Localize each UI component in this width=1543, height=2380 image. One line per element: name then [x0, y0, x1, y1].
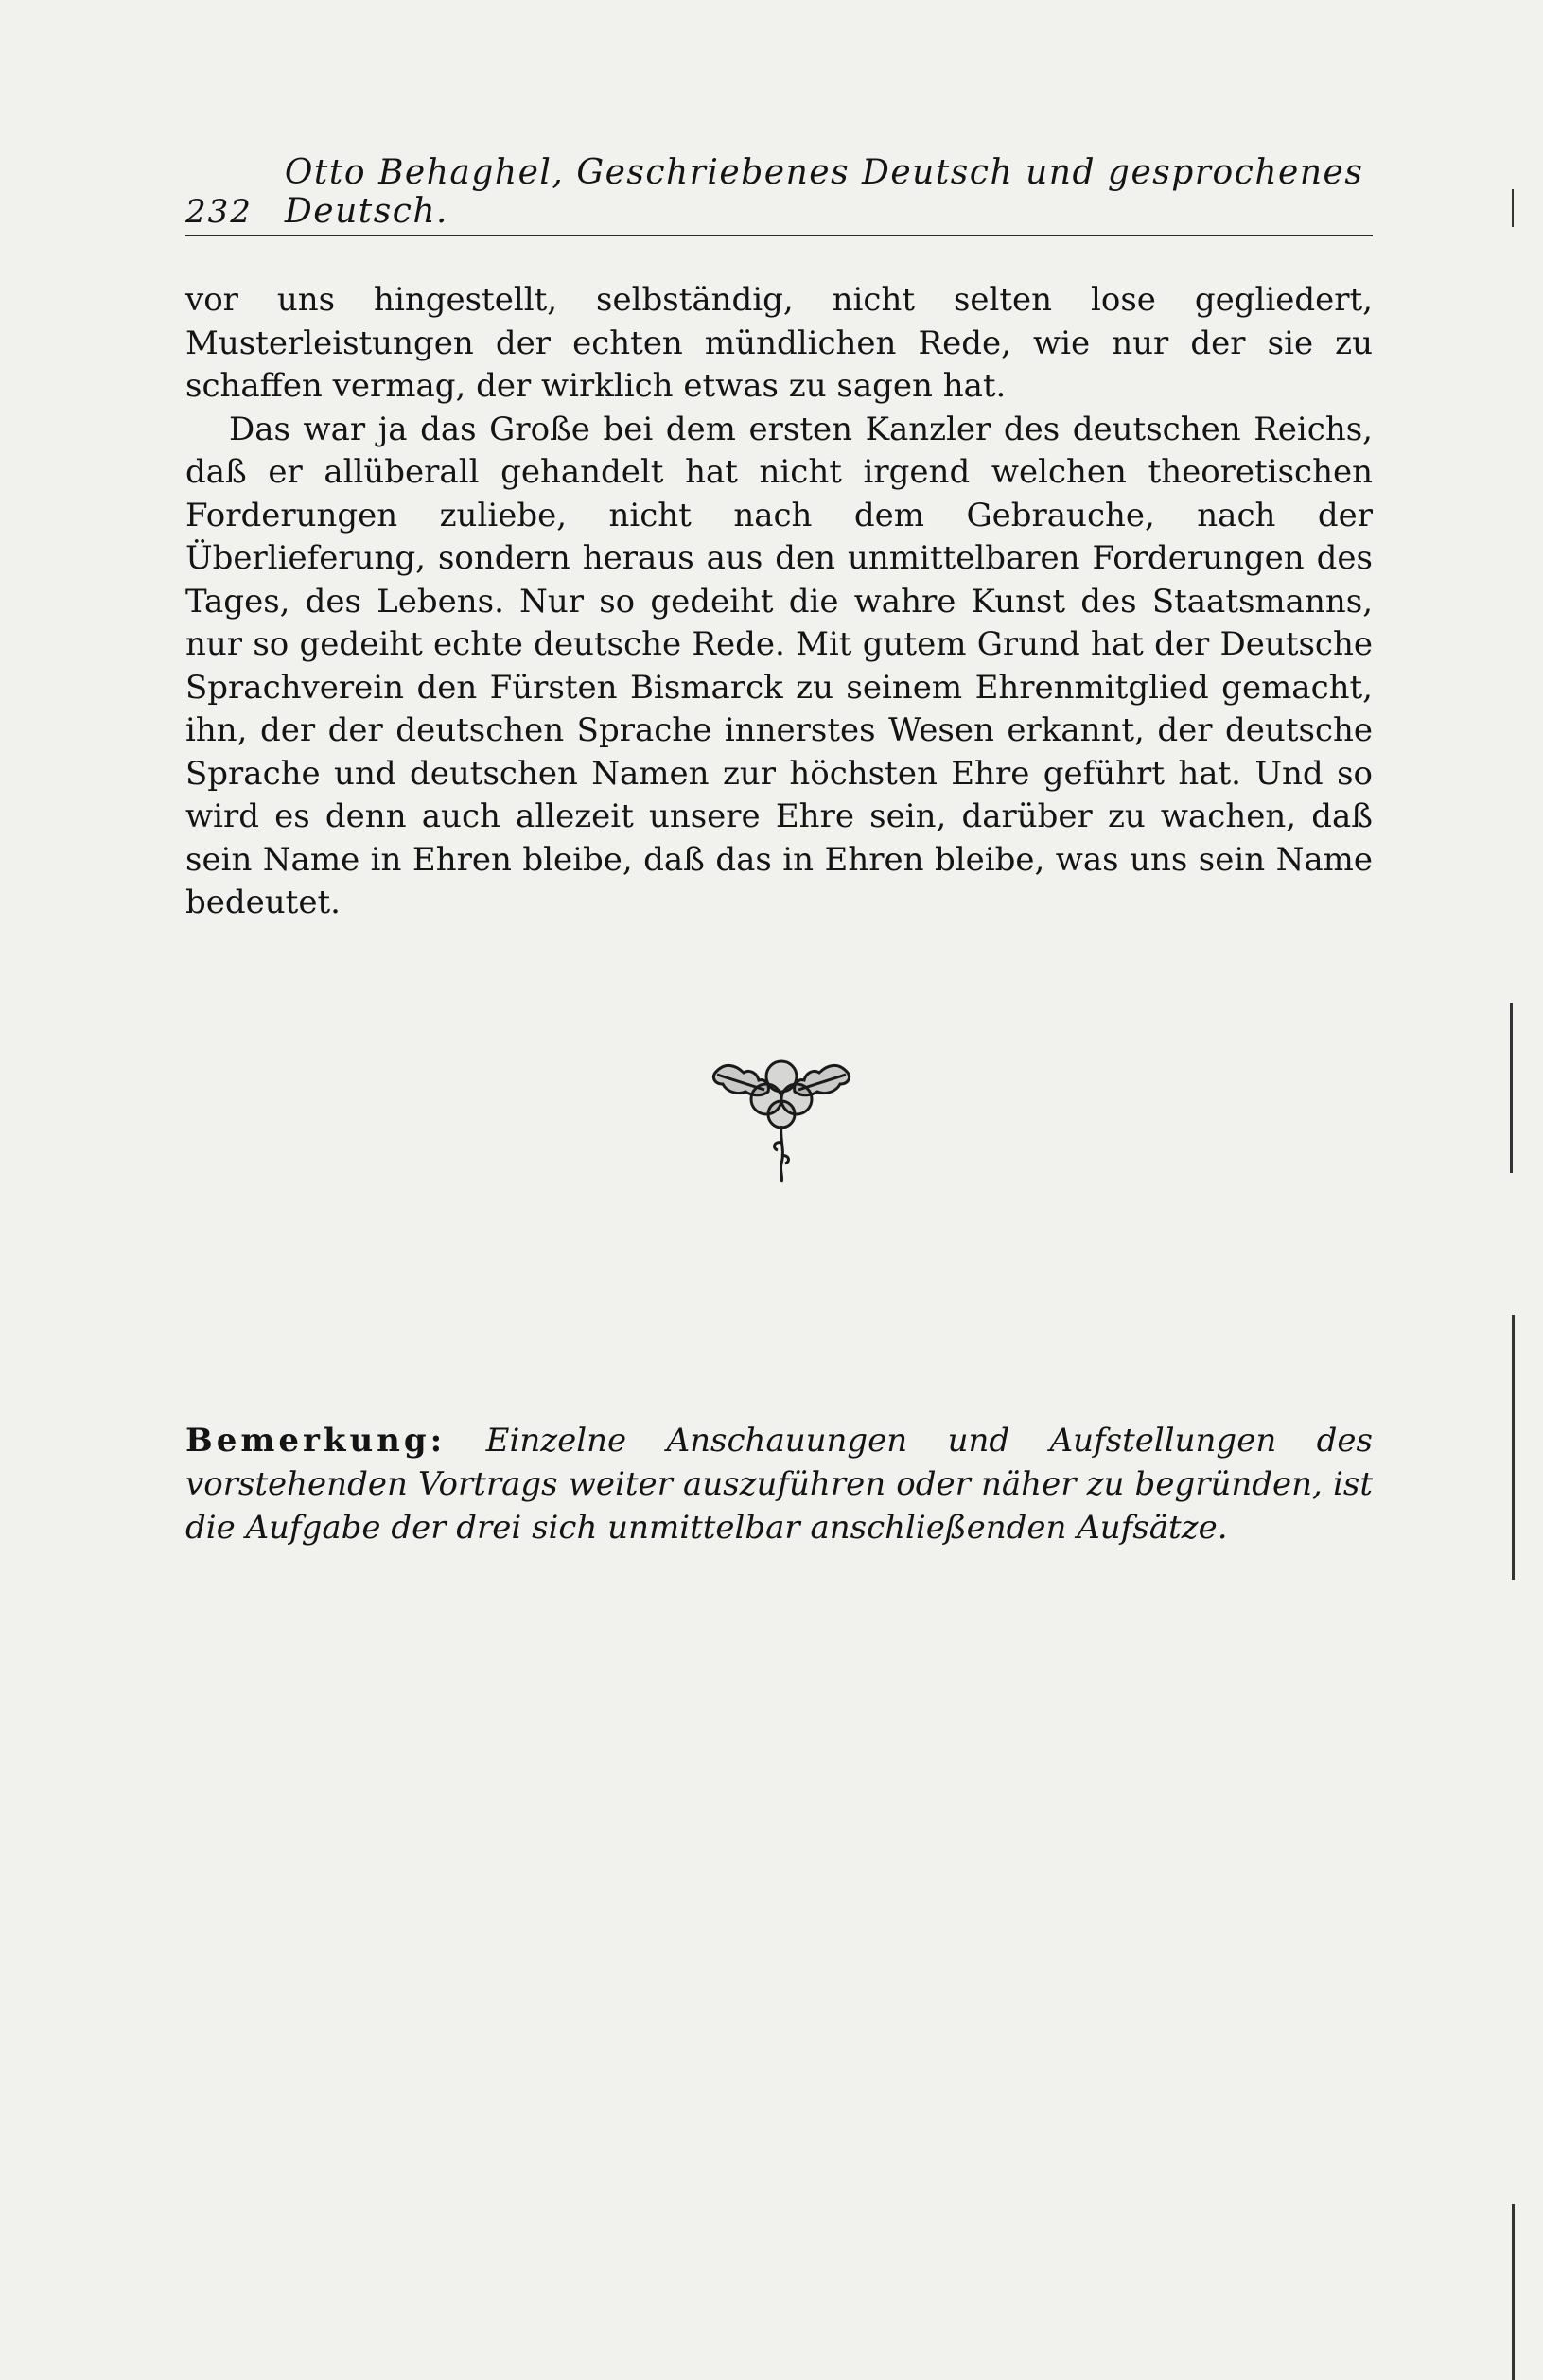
scan-edge-mark	[1512, 1315, 1515, 1580]
scan-edge-mark	[1510, 1003, 1513, 1173]
scan-edge-mark	[1512, 2204, 1515, 2380]
page-header	[185, 153, 1373, 236]
page-number: 232	[185, 193, 253, 231]
running-head: Otto Behaghel, Geschriebenes Deutsch und gesprochenes Deutsch.	[284, 153, 1364, 231]
paragraph-continuation: vor uns hingestellt, selbständig, nicht selten lose gegliedert, Musterleistungen der echten mündlichen Rede, wie nur der sie zu schaffen vermag, der wirklich etwas zu sagen hat.	[185, 281, 1373, 405]
body-text	[185, 279, 1373, 925]
remark-label: Bemerkung:	[185, 1422, 447, 1460]
remark-note	[185, 1419, 1373, 1549]
paragraph-bismarck: Das war ja das Große bei dem ersten Kanzler des deutschen Reichs, daß er allüberall gehandelt hat nicht irgend welchen theoretischen Forderungen zuliebe, nicht nach dem Gebrauche, nach der Überlieferung, sondern heraus aus den unmittelbaren Forderungen des Tages, des Lebens. Nur so gedeiht die wahre Kunst des Staatsmanns, nur so gedeiht echte deutsche Rede. Mit gutem Grund hat der Deutsche Sprachverein den Fürsten Bismarck zu seinem Ehrenmitglied gemacht, ihn, der der deutschen Sprache innerstes Wesen erkannt, der deutsche Sprache und deutschen Namen zur höchsten Ehre geführt hat. Und so wird es denn auch allezeit unsere Ehre sein, darüber zu wachen, daß sein Name in Ehren bleibe, daß das in Ehren bleibe, was uns sein Name bedeutet.	[185, 410, 1373, 921]
oak-leaf-ornament-icon	[706, 1044, 857, 1186]
remark-text: Einzelne Anschauungen und Aufstellungen des vorstehenden Vortrags weiter auszuführen oder näher zu begründen, ist die Aufgabe der drei sich unmittelbar anschließenden Aufsätze.	[185, 1422, 1373, 1547]
scan-edge-mark	[1512, 189, 1514, 227]
